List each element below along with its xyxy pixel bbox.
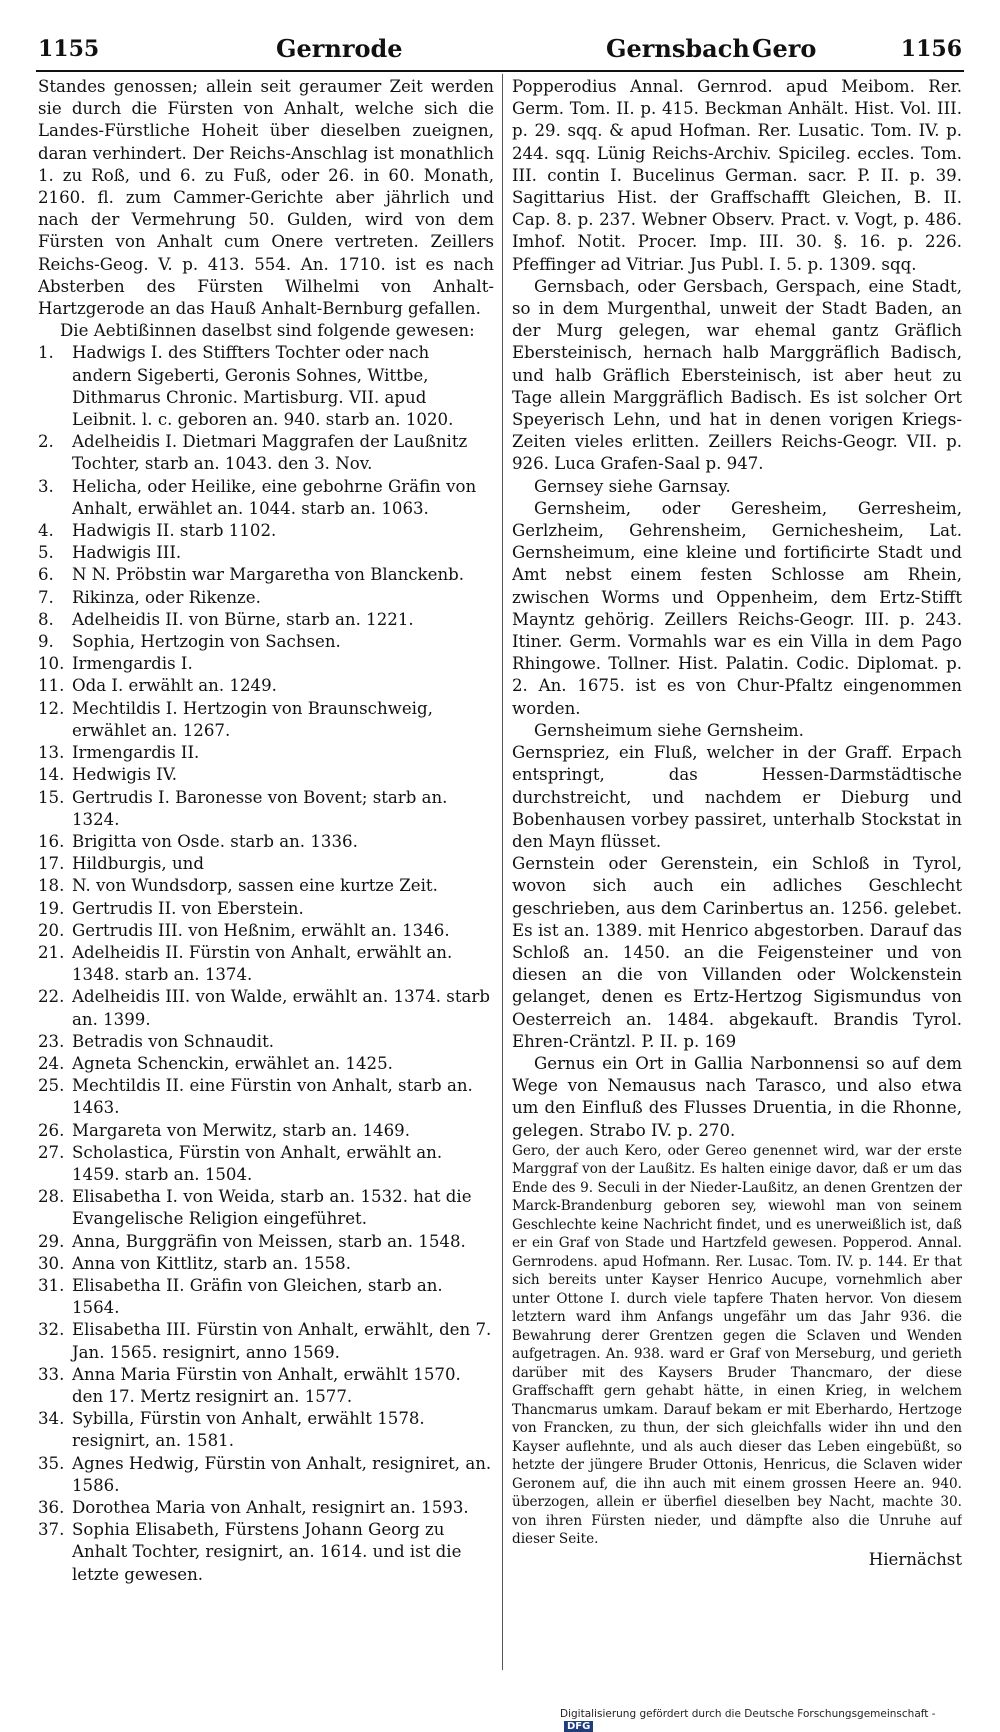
- list-item: [38, 1497, 494, 1519]
- list-item-text: Gertrudis III. von Heßnim, erwählt an. 1346.: [72, 920, 450, 940]
- list-item: [38, 920, 494, 942]
- list-item-text: Adelheidis II. Fürstin von Anhalt, erwählt an. 1348. starb an. 1374.: [72, 942, 453, 985]
- list-item-text: Hildburgis, und: [72, 854, 204, 874]
- catchword: Hiernächst: [868, 1549, 962, 1569]
- list-item-number: 26.: [38, 1120, 65, 1140]
- list-item: [38, 1186, 494, 1230]
- list-item: [38, 1453, 494, 1497]
- list-item-number: 11.: [38, 676, 65, 696]
- list-item-text: Irmengardis II.: [72, 743, 200, 763]
- list-item-text: Elisabetha III. Fürstin von Anhalt, erwählt, den 7. Jan. 1565. resignirt, anno 1569.: [72, 1320, 492, 1362]
- list-item-number: 25.: [38, 1076, 65, 1096]
- entry-gernsheim: Gernsheim, oder Geresheim, Gerresheim, Gerlzheim, Gehrensheim, Gernichesheim, Lat. Gernsheimum, eine kleine und fortificirte Stadt und Amt nebst einem festen Schlosse am Rhein, zwischen Worms und Oppenheim, dem Ertz-Stifft Mayntz gehörig. Zeillers Reichs-Geogr. III. p. 243. Itiner. Germ. Vormahls war es ein Villa in dem Pago Rhingowe. Tollner. Hist. Palatin. Codic. Diplomat. p. 2. An. 1675. ist es von Chur-Pfaltz eingenommen worden.: [512, 498, 962, 718]
- list-item-text: Gertrudis II. von Eberstein.: [72, 898, 304, 918]
- running-title-right: Gernsbach: [606, 34, 750, 63]
- running-title-right-second: Gero: [752, 34, 817, 63]
- list-item-text: Rikinza, oder Rikenze.: [72, 587, 261, 607]
- list-item: [38, 1275, 494, 1319]
- list-item-number: 29.: [38, 1231, 65, 1251]
- list-item-number: 34.: [38, 1409, 65, 1429]
- list-item-number: 10.: [38, 654, 65, 674]
- page: [36, 30, 964, 1690]
- list-item-number: 2.: [38, 432, 54, 452]
- list-item-text: Irmengardis I.: [72, 654, 193, 674]
- list-item-text: Agneta Schenckin, erwählet an. 1425.: [72, 1053, 393, 1073]
- list-item-number: 37.: [38, 1520, 65, 1540]
- list-item-number: 16.: [38, 831, 65, 851]
- list-item-text: Adelheidis III. von Walde, erwählt an. 1374. starb an. 1399.: [72, 987, 490, 1029]
- list-item-number: 15.: [38, 787, 65, 807]
- list-item: [38, 1231, 494, 1253]
- entry-gernsey: Gernsey siehe Garnsay.: [534, 476, 731, 496]
- entry-gernsheimum: Gernsheimum siehe Gernsheim.: [534, 720, 804, 740]
- list-item-text: Adelheidis I. Dietmari Maggrafen der Laußnitz Tochter, starb an. 1043. den 3. Nov.: [72, 432, 468, 474]
- abbess-list: [38, 342, 494, 1585]
- list-item-number: 20.: [38, 920, 65, 940]
- list-item-text: Gertrudis I. Baronesse von Bovent; starb an. 1324.: [72, 787, 448, 829]
- list-item-text: Hadwigis III.: [72, 543, 182, 563]
- running-title-left: Gernrode: [276, 34, 403, 63]
- list-item: [38, 476, 494, 520]
- list-item-number: 13.: [38, 743, 65, 763]
- list-item: [38, 1142, 494, 1186]
- list-item-text: Sybilla, Fürstin von Anhalt, erwählt 1578. resignirt, an. 1581.: [72, 1409, 425, 1451]
- list-item-number: 22.: [38, 987, 65, 1007]
- list-item-text: Mechtildis II. eine Fürstin von Anhalt, starb an. 1463.: [72, 1076, 473, 1118]
- header-rule: [36, 70, 964, 72]
- list-item: [38, 1519, 494, 1586]
- list-item-number: 5.: [38, 543, 54, 563]
- list-item-text: Dorothea Maria von Anhalt, resignirt an. 1593.: [72, 1498, 469, 1517]
- list-item-number: 30.: [38, 1253, 65, 1273]
- right-column: [512, 76, 962, 1670]
- list-item: [38, 587, 494, 609]
- list-item-number: 12.: [38, 698, 65, 718]
- list-item: [38, 1075, 494, 1119]
- list-item: [38, 609, 494, 631]
- list-item: [38, 653, 494, 675]
- gernrode-references: Popperodius Annal. Gernrod. apud Meibom. Rer. Germ. Tom. II. p. 415. Beckman Anhält. Hist. Vol. III. p. 29. sqq. & apud Hofman. Rer. Lusatic. Tom. IV. p. 244. sqq. Lünig Reichs-Archiv. Spicileg. eccles. Tom. III. contin I. Bucelinus German. sacr. P. II. p. 39. Sagittarius Hist. der Graffschafft Gleichen, B. II. Cap. 8. p. 237. Webner Observ. Pract. v. Vogt, p. 486. Imhof. Notit. Procer. Imp. III. 30. §. 16. p. 226. Pfeffinger ad Vitriar. Jus Publ. I. 5. p. 1309. sqq.: [512, 77, 962, 274]
- list-item: [38, 853, 494, 875]
- list-item-text: Sophia, Hertzogin von Sachsen.: [72, 632, 341, 652]
- list-item-number: 35.: [38, 1453, 65, 1473]
- list-item-number: 8.: [38, 609, 54, 629]
- list-item: [38, 520, 494, 542]
- list-item: [38, 831, 494, 853]
- list-item: [38, 986, 494, 1030]
- list-item-number: 14.: [38, 765, 65, 785]
- list-item: [38, 764, 494, 786]
- credit-text: Digitalisierung gefördert durch die Deutsche Forschungsgemeinschaft -: [560, 1708, 936, 1720]
- list-item-text: Hadwigs I. des Stiffters Tochter oder nach andern Sigeberti, Geronis Sohnes, Wittbe, Dithmarus Chronic. Martisburg. VII. apud Leibnit. l. c. geboren an. 940. starb an. 1020.: [72, 343, 454, 430]
- list-item: [38, 564, 494, 586]
- list-item: [38, 1031, 494, 1053]
- left-column: [38, 76, 494, 1670]
- list-item-text: Mechtildis I. Hertzogin von Braunschweig, erwählet an. 1267.: [72, 698, 433, 740]
- list-item: [38, 1364, 494, 1408]
- list-item: [38, 942, 494, 986]
- list-item-number: 24.: [38, 1053, 65, 1073]
- list-item-number: 28.: [38, 1187, 65, 1207]
- entry-gernus: Gernus ein Ort in Gallia Narbonnensi so auf dem Wege von Nemausus nach Tarasco, und also etwa um den Einfluß des Flusses Druentia, in die Rhonne, gelegen. Strabo IV. p. 270.: [512, 1053, 962, 1140]
- list-item: [38, 698, 494, 742]
- list-item: [38, 1319, 494, 1363]
- list-item-text: Hedwigis IV.: [72, 765, 178, 785]
- list-item-number: 1.: [38, 343, 54, 363]
- list-item-text: Margareta von Merwitz, starb an. 1469.: [72, 1120, 411, 1140]
- list-item-number: 32.: [38, 1320, 65, 1340]
- list-item: [38, 342, 494, 431]
- list-item-number: 19.: [38, 898, 65, 918]
- list-item-text: Agnes Hedwig, Fürstin von Anhalt, resigniret, an. 1586.: [72, 1453, 492, 1495]
- list-item: [38, 787, 494, 831]
- list-item-number: 4.: [38, 521, 54, 541]
- list-item: [38, 1253, 494, 1275]
- list-item: [38, 431, 494, 475]
- list-item-text: Elisabetha I. von Weida, starb an. 1532. hat die Evangelische Religion eingeführet.: [72, 1187, 472, 1229]
- list-item: [38, 742, 494, 764]
- list-item-text: Oda I. erwählt an. 1249.: [72, 676, 277, 696]
- list-item-number: 21.: [38, 942, 65, 962]
- list-item-text: Elisabetha II. Gräfin von Gleichen, starb an. 1564.: [72, 1275, 443, 1318]
- list-item: [38, 875, 494, 897]
- list-item-number: 17.: [38, 854, 65, 874]
- list-item: [38, 1408, 494, 1452]
- entry-gero: Gero, der auch Kero, oder Gereo genennet wird, war der erste Marggraf von der Laußitz. Es halten einige davor, daß er um das Ende des 9. Seculi in der Nieder-Laußitz, an denen Grentzen der Marck-Brandenburg geboren sey, wiewohl man von seinem Geschlechte keine Nachricht findet, und es unerweißlich ist, daß er ein Graf von Stade und Hartzfeld gewesen. Popperod. Annal. Gernrodens. apud Hofmann. Rer. Lusac. Tom. IV. p. 144. Er that sich bereits unter Kayser Henrico Aucupe, vornehmlich aber unter Ottone I. durch viele tapfere Thaten hervor. Von diesem letztern ward ihm Anfangs ungefähr um das Jahr 936. die Bewahrung derer Grentzen gegen die Sclaven und Wenden aufgetragen. An. 938. ward er Graf von Merseburg, und gerieth darüber mit des Kaysers Bruder Thancmaro, der diese Graffschafft gern gehabt hätte, in einen Krieg, in welchem Thancmarus umkam. Darauf bekam er mit Eberhardo, Hertzoge von Francken, zu thun, der sich gleichfalls wider ihn und den Kayser auflehnte, und als auch dieser das Leben eingebüßt, so hetzte der jüngere Bruder Ottonis, Henricus, die Sclaven wider Geronem auf, die ihn auch mit einem grossen Heere an. 940. überzogen, allein er überfiel dieselben bey Nacht, machte 30. von ihren Fürsten nieder, und dämpfte also die Unruhe auf dieser Seite.: [512, 1142, 962, 1548]
- list-item-number: 33.: [38, 1364, 65, 1384]
- list-item: [38, 1053, 494, 1075]
- entry-gernsbach: Gernsbach, oder Gersbach, Gerspach, eine Stadt, so in dem Murgenthal, unweit der Stadt Baden, an der Murg gelegen, war ehemal gantz Gräflich Ebersteinisch, hernach halb Marggräflich Badisch, und halb Gräflich Ebersteinisch, ist aber heut zu Tage allein Marggräflich Badisch. Es ist solcher Ort Speyerisch Lehn, und hat in denen vorigen Kriegs-Zeiten vieles erlitten. Zeillers Reichs-Geogr. VII. p. 926. Luca Grafen-Saal p. 947.: [512, 276, 962, 474]
- list-item-number: 9.: [38, 632, 54, 652]
- list-item-number: 6.: [38, 565, 54, 585]
- list-item-number: 3.: [38, 476, 54, 496]
- page-number-left: 1155: [38, 36, 100, 62]
- list-item-number: 7.: [38, 587, 54, 607]
- list-item: [38, 1120, 494, 1142]
- list-item-text: Betradis von Schnaudit.: [72, 1031, 275, 1051]
- list-item-number: 31.: [38, 1275, 65, 1295]
- column-divider: [502, 74, 503, 1670]
- list-item-number: 18.: [38, 876, 65, 896]
- list-item-text: N. von Wundsdorp, sassen eine kurtze Zeit.: [72, 876, 438, 896]
- page-header: [36, 30, 964, 70]
- list-item-text: Helicha, oder Heilike, eine gebohrne Gräfin von Anhalt, erwählet an. 1044. starb an. 1063.: [72, 476, 477, 518]
- list-item-text: Adelheidis II. von Bürne, starb an. 1221.: [72, 609, 414, 629]
- list-item: [38, 542, 494, 564]
- list-item-text: N N. Pröbstin war Margaretha von Blanckenb.: [72, 565, 465, 585]
- list-item-text: Brigitta von Osde. starb an. 1336.: [72, 831, 358, 851]
- list-item-text: Anna von Kittlitz, starb an. 1558.: [72, 1253, 352, 1273]
- list-item-text: Hadwigis II. starb 1102.: [72, 521, 277, 541]
- entry-gernstein: Gernstein oder Gerenstein, ein Schloß in Tyrol, wovon sich auch ein adliches Geschlecht geschrieben, aus dem Carinbertus an. 1256. gelebet. Es ist an. 1389. mit Henrico abgestorben. Darauf das Schloß an. 1450. an die Feigensteiner und von diesen an die von Villanden oder Wolckenstein gelanget, denen es Ertz-Hertzog Sigismundus von Oesterreich an. 1484. abgekauft. Brandis Tyrol. Ehren-Cräntzl. P. II. p. 169: [512, 854, 962, 1051]
- list-item: [38, 675, 494, 697]
- list-item-number: 23.: [38, 1031, 65, 1051]
- list-item: [38, 631, 494, 653]
- list-item-text: Scholastica, Fürstin von Anhalt, erwählt an. 1459. starb an. 1504.: [72, 1142, 443, 1184]
- list-item-text: Sophia Elisabeth, Fürstens Johann Georg zu Anhalt Tochter, resignirt, an. 1614. und ist die letzte gewesen.: [72, 1520, 462, 1584]
- list-item-number: 27.: [38, 1142, 65, 1162]
- intro-paragraph: Standes genossen; allein seit geraumer Zeit werden sie durch die Fürsten von Anhalt, welche sich die Landes-Fürstliche Hoheit über dieselben zueignen, daran verhindert. Der Reichs-Anschlag ist monathlich 1. zu Roß, und 6. zu Fuß, oder 26. in 60. Monath, 2160. fl. zum Cammer-Gerichte aber jährlich und nach der Vermehrung 50. Gulden, wird von dem Fürsten von Anhalt cum Onere vertreten. Zeillers Reichs-Geog. V. p. 413. 554. An. 1710. ist es nach Absterben des Fürsten Wilhelmi von Anhalt-Hartzgerode an das Hauß Anhalt-Bernburg gefallen.: [38, 77, 494, 319]
- list-item-text: Anna, Burggräfin von Meissen, starb an. 1548.: [72, 1231, 466, 1251]
- dfg-logo: DFG: [564, 1721, 593, 1732]
- list-item: [38, 898, 494, 920]
- digitization-credit: [560, 1708, 962, 1732]
- list-item-number: 36.: [38, 1498, 65, 1517]
- entry-gernspriez: Gernspriez, ein Fluß, welcher in der Graff. Erpach entspringt, das Hessen-Darmstädtische durchstreicht, und nachdem er Dieburg und Bobenhausen vorbey passiret, unterhalb Stockstat in den Mayn flüsset.: [512, 743, 962, 851]
- page-number-right: 1156: [900, 36, 962, 62]
- abbess-list-heading: Die Aebtißinnen daselbst sind folgende gewesen:: [60, 321, 475, 341]
- list-item-text: Anna Maria Fürstin von Anhalt, erwählt 1570. den 17. Mertz resignirt an. 1577.: [72, 1364, 461, 1406]
